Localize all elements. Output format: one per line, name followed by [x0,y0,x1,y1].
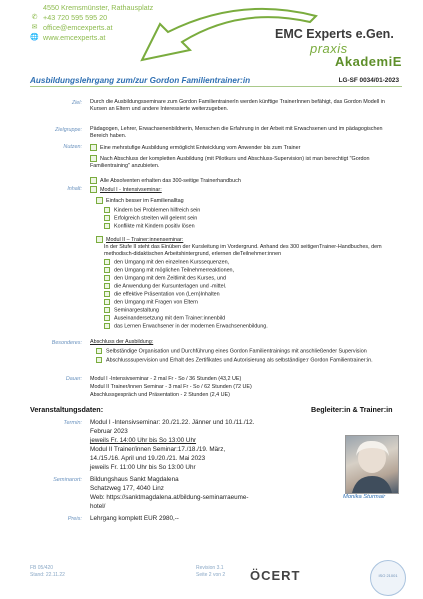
seminarort-link[interactable]: Web: https://sanktmagdalena.at/bildung-seminarraeume- [90,494,249,501]
checkbox-icon [96,236,103,243]
footer-revision: Revision 3.1 [196,565,224,571]
modul1-title: Modul I - Intensivseminar: [90,186,162,194]
modul2-item: den Umgang mit dem Zeitlimit des Kurses, und [104,275,226,283]
besonderes-label: Besonderes: [51,340,82,346]
besonderes-item: Selbständige Organisation und Durchführung eines Gordon Familientrainings mit anschließender Supervision [96,348,396,356]
logo-praxis: praxis [310,41,348,56]
mail-icon: ✉ [31,24,38,31]
dauer-line: Modul II Trainer/innen Seminar - 3 mal Fr - So / 62 Stunden (72 UE) [90,384,252,390]
modul2-item: den Umgang mit den einzelnen Kurssequenzen, [104,259,229,267]
modul2-item: das Lernen Erwachsener in der modernen Erwachsenenbildung. [104,323,268,331]
checkbox-icon [96,357,102,363]
ziel-text: Durch die Ausbildungsseminare zum Gordon FamilientrainerIn werden künftige TrainerInnen befähigt, das Gordon Modell in Kursen an Eltern und andere Interessierte weiterzugeben. [90,99,385,113]
phone-icon: ✆ [31,14,38,21]
checkbox-icon [90,144,97,151]
address-text: 4550 Kremsmünster, Rathausplatz [43,3,154,12]
ocert-logo: ÖCERT [250,568,301,583]
checkbox-icon [90,155,97,162]
checkbox-icon [104,299,110,305]
preis-label: Preis: [67,516,82,522]
checkbox-icon [96,348,102,354]
footer-center [196,565,225,578]
inhalt-label: Inhalt: [67,186,82,192]
zielgruppe-text: Pädagogen, Lehrer, Erwachsenenbildnerin, Menschen die Erfahrung in der Arbeit mit Erwachsenen und im pädagogischen Bereich haben. [90,126,383,140]
logo-akademie: AkademiE [335,54,402,69]
iso-seal-text: ISO 21001 [378,573,398,578]
checkbox-icon [104,207,110,213]
modul2-item: Seminargestaltung [104,307,159,315]
footer-left [30,565,65,578]
termin-line: Modul I -Intensivseminar: 20./21.22. Jänner und 10./11./12. [90,419,255,426]
footer-page-number: Seite 2 von 2 [196,571,226,578]
seminarort-line: Bildungshaus Sankt Magdalena [90,476,179,483]
termin-line: jeweils Fr. 11:00 Uhr bis So 13:00 Uhr [90,464,196,471]
dauer-label: Dauer: [65,376,82,382]
nutzen-item: Eine mehrstufige Ausbildung ermöglicht Entwicklung vom Anwender bis zum Trainer [90,144,400,152]
checkbox-icon [90,177,97,184]
modul2-intro: In der Stufe II steht das Einüben der Kursleitung im Vordergrund. Anhand des 300 seitigenTrainer-Handbuches, dem methodisch-didaktischen Arbeitshintergrund, erlernen dieTeilnehmer:innen [104,244,382,258]
checkbox-icon [104,291,110,297]
termin-line: Modul II Trainer/innen Seminar:17./18./19. März, [90,446,226,453]
document-code: LG-SF 0034/01-2023 [338,77,399,84]
trainer-name: Monika Sturmair [343,494,386,500]
ziel-label: Ziel: [71,100,82,106]
modul1-item: Konflikte mit Kindern positiv lösen [104,223,195,231]
checkbox-icon [104,259,110,265]
termin-line: Februar 2023 [90,428,128,435]
besonderes-title: Abschluss der Ausbildung: [90,339,154,345]
web-icon: 🌐 [30,34,39,41]
checkbox-icon [104,323,110,329]
termin-line: jeweils Fr. 14:00 Uhr bis So 13:00 Uhr [90,437,197,444]
checkbox-icon [104,307,110,313]
footer-form-number: FB 05/420 [30,565,54,571]
checkbox-icon [90,186,97,193]
modul2-item: den Umgang mit Fragen von Eltern [104,299,198,307]
checkbox-icon [104,283,110,289]
termin-line: 14./15./16. April und 19./20./21. Mai 2023 [90,455,206,462]
trainer-heading: Begleiter:in & Trainer:in [311,405,393,414]
dauer-line: Abschlussgespräch und Präsentation - 2 Stunden (2,4 UE) [90,392,230,398]
modul1-intro: Einfach besser im Familienalltag [96,197,184,205]
modul2-item: die Anwendung der Kursunterlagen und -mittel. [104,283,226,291]
checkbox-icon [104,267,110,273]
modul2-title: Modul II – Trainer:innenseminar: [96,236,183,244]
checkbox-icon [104,215,110,221]
person-icon [346,436,398,493]
web-link[interactable]: www.emcexperts.at [43,33,106,42]
modul2-item: die effektive Präsentation von (Lern)Inhalten [104,291,220,299]
modul1-item: Kindern bei Problemen hilfreich sein [104,207,200,215]
modul2-item: Auseinandersetzung mit dem Trainer:innenbild [104,315,225,323]
modul2-item: den Umgang mit möglichen Teilnehmerreaktionen, [104,267,234,275]
termin-label: Termin: [63,420,82,426]
page-title: Ausbildungslehrgang zum/zur Gordon Familientrainer:in [30,76,251,85]
phone-text: +43 720 595 595 20 [43,13,108,22]
nutzen-item: Alle Absolventen erhalten das 300-seitige Trainerhandbuch [90,177,400,185]
seminarort-line: hotel/ [90,503,106,510]
seminarort-label: Seminarort: [53,477,82,483]
preis-text: Lehrgang komplett EUR 2980,-- [90,515,179,522]
footer-date: Stand: 22.11.22 [30,571,65,578]
zielgruppe-label: Zielgruppe: [55,127,82,133]
checkbox-icon [104,275,110,281]
iso-seal-icon [370,560,406,596]
seminarort-line: Schatzweg 177, 4040 Linz [90,485,164,492]
logo-brand: EMC Experts e.Gen. [275,27,394,41]
checkbox-icon [96,197,103,204]
veranstaltung-heading: Veranstaltungsdaten: [30,405,104,414]
nutzen-item: Nach Abschluss der kompletten Ausbildung (mit Pilotkurs und Abschluss-Supervision) ist man berechtigt "Gordon Familientraining" anzubieten. [90,155,370,170]
dauer-line: Modul I -Intensivseminar - 2 mal Fr - So / 36 Stunden (43,2 UE) [90,376,242,382]
trainer-photo [345,435,399,494]
checkbox-icon [104,315,110,321]
besonderes-item: Abschlusssupervision und Erhalt des Zertifikates und Autorisierung als selbständige:r Gordon Familientrainer:in. [96,357,396,365]
checkbox-icon [104,223,110,229]
modul1-item: Erfolgreich streiten will gelernt sein [104,215,197,223]
nutzen-label: Nutzen: [63,144,82,150]
email-link[interactable]: office@emcexperts.at [43,23,113,32]
